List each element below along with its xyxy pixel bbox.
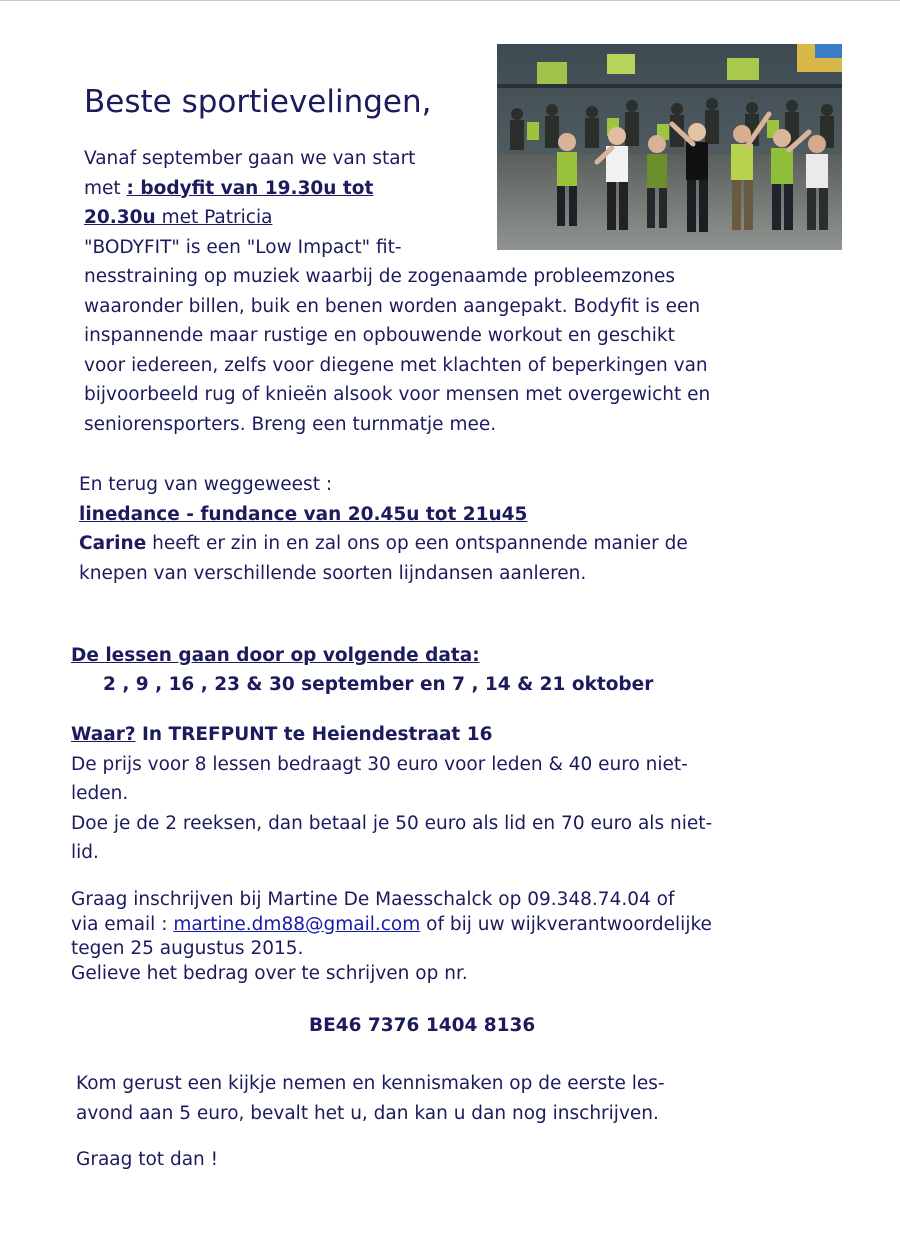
bodyfit-line-1: Vanaf september gaan we van start [84, 148, 416, 169]
bodyfit-line-6: waaronder billen, buik en benen worden aangepakt. Bodyfit is een [84, 295, 701, 317]
bodyfit-paragraph [84, 144, 710, 439]
bodyfit-line-4: "BODYFIT" is een "Low Impact" fit- [84, 236, 402, 258]
bodyfit-line-7: inspannende maar rustige en opbouwende workout en geschikt [84, 325, 675, 346]
location-value: In TREFPUNT te Heiendestraat 16 [135, 724, 493, 745]
closing-line-2: avond aan 5 euro, bevalt het u, dan kan u dan nog inschrijven. [76, 1102, 659, 1124]
email-link[interactable]: martine.dm88@gmail.com [173, 913, 421, 935]
bodyfit-line-10: seniorensporters. Breng een turnmatje mee. [84, 413, 497, 435]
closing-line-1: Kom gerust een kijkje nemen en kennismaken op de eerste les- [76, 1073, 665, 1094]
linedance-heading-link[interactable]: linedance - fundance van 20.45u tot 21u45 [79, 503, 528, 525]
iban-number: BE46 7376 1404 8136 [309, 1015, 536, 1036]
bodyfit-line-3 [84, 203, 710, 233]
location-line [71, 720, 712, 750]
price-line-1: De prijs voor 8 lessen bedraagt 30 euro voor leden & 40 euro niet- [71, 753, 688, 775]
bodyfit-line-8: voor iedereen, zelfs voor diegene met klachten of beperkingen van [84, 354, 708, 376]
linedance-paragraph [79, 470, 688, 588]
price-line-2: leden. [71, 783, 129, 804]
greeting-heading: Beste sportievelingen, [84, 84, 432, 120]
bodyfit-line-2 [84, 174, 710, 204]
linedance-line-3 [79, 529, 688, 559]
dates-heading: De lessen gaan door op volgende data: [71, 645, 480, 666]
bodyfit-time-link-end[interactable]: 20.30u [84, 207, 156, 228]
dates-list: 2 , 9 , 16 , 23 & 30 september en 7 , 14 & 21 oktober [103, 674, 654, 695]
transfer-instruction: Gelieve het bedrag over te schrijven op nr. [71, 962, 468, 984]
registration-paragraph [71, 888, 712, 986]
bodyfit-line-9: bijvoorbeeld rug of knieën alsook voor mensen met overgewicht en [84, 384, 711, 405]
series-price-line-2: lid. [71, 842, 99, 863]
bodyfit-trainer[interactable]: met Patricia [155, 207, 273, 228]
registration-line-1: Graag inschrijven bij Martine De Maesschalck op 09.348.74.04 of [71, 889, 675, 910]
closing-paragraph [76, 1069, 665, 1128]
registration-deadline: tegen 25 augustus 2015. [71, 938, 304, 959]
closing-greeting: Graag tot dan ! [76, 1149, 219, 1170]
top-border [0, 0, 900, 1]
bodyfit-line-5: nesstraining op muziek waarbij de zogenaamde probleemzones [84, 266, 676, 287]
location-paragraph [71, 720, 712, 868]
registration-email-prefix: via email : [71, 913, 174, 935]
linedance-line-1: En terug van weggeweest : [79, 474, 333, 495]
linedance-line-4: knepen van verschillende soorten lijndansen aanleren. [79, 562, 587, 584]
linedance-line-3-rest: heeft er zin in en zal ons op een ontspannende manier de [146, 533, 688, 554]
series-price-line-1: Doe je de 2 reeksen, dan betaal je 50 euro als lid en 70 euro als niet- [71, 812, 713, 834]
registration-line-2 [71, 913, 712, 938]
bodyfit-time-link[interactable]: : bodyfit van 19.30u tot [126, 177, 374, 199]
registration-line-2-rest: of bij uw wijkverantwoordelijke [420, 913, 712, 935]
location-label: Waar? [71, 724, 136, 745]
bodyfit-line-2-prefix: met [84, 177, 127, 199]
linedance-trainer: Carine [79, 533, 147, 554]
